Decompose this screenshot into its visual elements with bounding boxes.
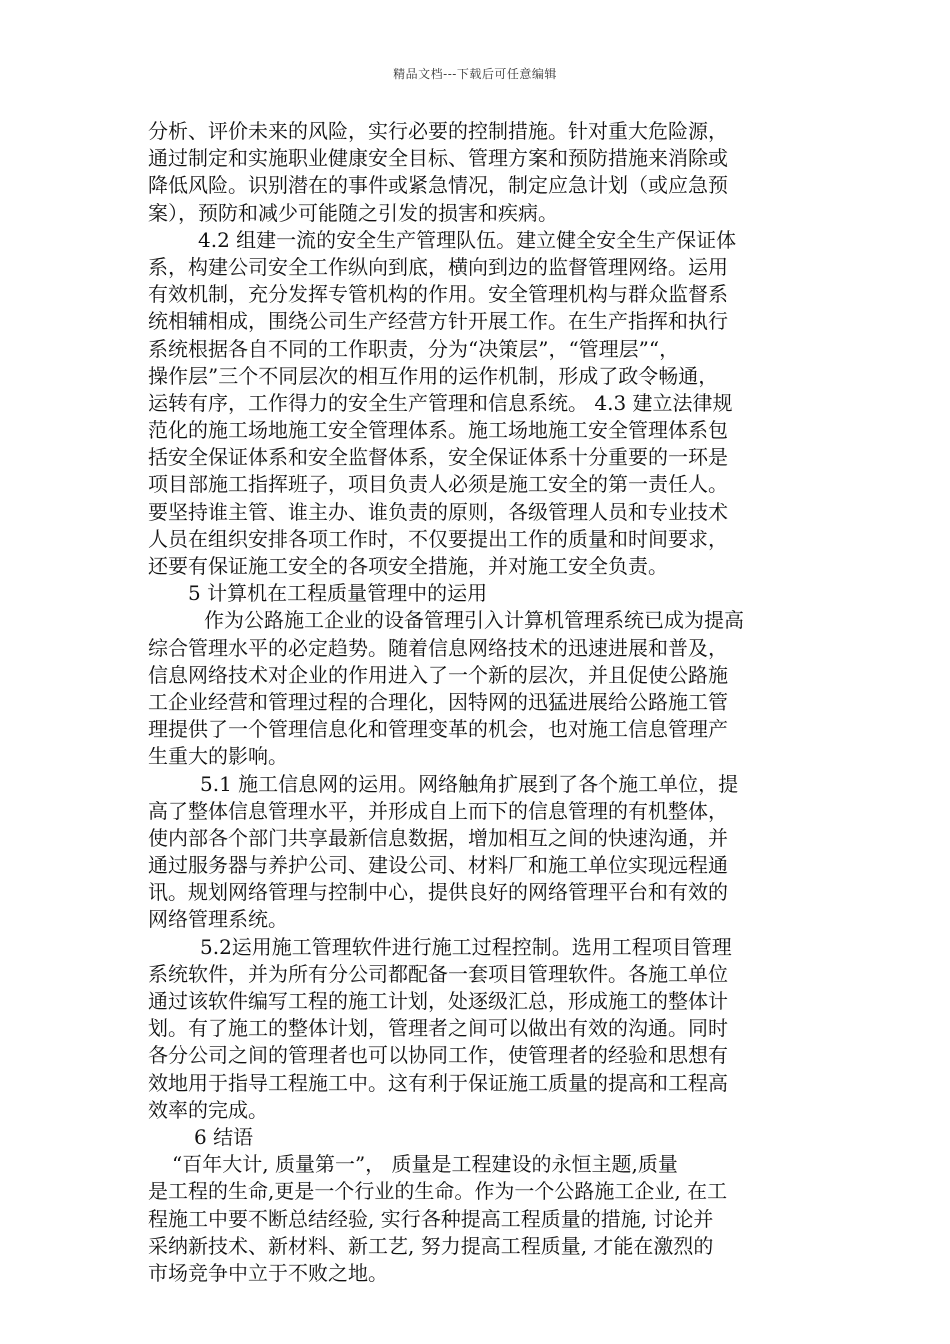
text-line: 5 计算机在工程质量管理中的运用 — [188, 581, 488, 606]
text-line: 通过该软件编写工程的施工计划，处逐级汇总，形成施工的整体计 — [148, 989, 728, 1013]
text-line: 项目部施工指挥班子，项目负责人必须是施工安全的第一责任人。 — [148, 472, 728, 497]
text-line: 分析、评价未来的风险，实行必要的控制措施。针对重大危险源， — [148, 119, 728, 143]
text-line: 通过服务器与养护公司、建设公司、材料厂和施工单位实现远程通 — [148, 853, 728, 878]
text-line: 括安全保证体系和安全监督体系，安全保证体系十分重要的一环是 — [148, 445, 728, 470]
text-line: 6 结语 — [194, 1124, 254, 1149]
text-line: 生重大的影响。 — [148, 744, 288, 769]
text-line: 通过制定和实施职业健康安全目标、管理方案和预防措施来消除或 — [148, 146, 728, 171]
text-line: 高了整体信息管理水平，并形成自上而下的信息管理的有机整体， — [148, 798, 728, 823]
text-line: 采纳新技术、新材料、新工艺, 努力提高工程质量, 才能在激烈的 — [148, 1233, 714, 1258]
text-line: 要坚持谁主管、谁主办、谁负责的原则，各级管理人员和专业技术 — [148, 499, 728, 524]
text-line: 系统根据各自不同的工作职责，分为“决策层”，“管理层”“， — [148, 336, 680, 361]
text-line: 程施工中要不断总结经验, 实行各种提高工程质量的措施, 讨论并 — [148, 1206, 714, 1231]
text-line: 划。有了施工的整体计划，管理者之间可以做出有效的沟通。同时 — [148, 1016, 728, 1041]
text-line: 系，构建公司安全工作纵向到底，横向到边的监督管理网络。运用 — [148, 254, 728, 279]
text-line: 理提供了一个管理信息化和管理变革的机会，也对施工信息管理产 — [148, 717, 728, 742]
text-line: 降低风险。识别潜在的事件或紧急情况，制定应急计划（或应急预 — [148, 173, 728, 198]
text-line: 系统软件，并为所有分公司都配备一套项目管理软件。各施工单位 — [148, 961, 728, 986]
text-line: 综合管理水平的必定趋势。随着信息网络技术的迅速进展和普及， — [148, 635, 728, 660]
text-line: 还要有保证施工安全的各项安全措施，并对施工安全负责。 — [148, 554, 668, 578]
text-line: 使内部各个部门共享最新信息数据，增加相互之间的快速沟通，并 — [148, 825, 728, 850]
text-line: 效率的完成。 — [148, 1097, 268, 1122]
text-line: 运转有序，工作得力的安全生产管理和信息系统。 4.3 建立法律规 — [148, 390, 733, 415]
text-line: “百年大计, 质量第一”， 质量是工程建设的永恒主题,质量 — [172, 1152, 678, 1177]
text-line: 范化的施工场地施工安全管理体系。施工场地施工安全管理体系包 — [148, 418, 728, 443]
text-line: 讯。规划网络管理与控制中心，提供良好的网络管理平台和有效的 — [148, 880, 728, 905]
text-line: 市场竞争中立于不败之地。 — [148, 1260, 388, 1285]
text-line: 5.2运用施工管理软件进行施工过程控制。选用工程项目管理 — [200, 934, 732, 959]
text-line: 工企业经营和管理过程的合理化，因特网的迅猛进展给公路施工管 — [148, 689, 728, 714]
text-line: 4.2 组建一流的安全生产管理队伍。建立健全安全生产保证体 — [198, 227, 737, 252]
text-line: 效地用于指导工程施工中。这有利于保证施工质量的提高和工程高 — [148, 1070, 728, 1095]
text-line: 信息网络技术对企业的作用进入了一个新的层次，并且促使公路施 — [148, 662, 728, 687]
text-line: 操作层”三个不同层次的相互作用的运作机制，形成了政令畅通， — [148, 363, 719, 388]
document-body — [148, 118, 808, 1287]
text-line: 作为公路施工企业的设备管理引入计算机管理系统已成为提高 — [204, 608, 744, 633]
page-header: 精品文档---下载后可任意编辑 — [393, 67, 557, 81]
text-line: 人员在组织安排各项工作时，不仅要提出工作的质量和时间要求， — [148, 526, 728, 551]
text-line: 是工程的生命,更是一个行业的生命。作为一个公路施工企业, 在工 — [148, 1179, 728, 1204]
text-line: 网络管理系统。 — [148, 907, 288, 932]
text-line: 有效机制，充分发挥专管机构的作用。安全管理机构与群众监督系 — [148, 282, 728, 307]
text-line: 5.1 施工信息网的运用。网络触角扩展到了各个施工单位，提 — [200, 771, 739, 796]
text-line: 各分公司之间的管理者也可以协同工作，使管理者的经验和思想有 — [148, 1043, 728, 1068]
text-line: 案），预防和减少可能随之引发的损害和疾病。 — [148, 200, 558, 225]
text-line: 统相辅相成，围绕公司生产经营方针开展工作。在生产指挥和执行 — [148, 309, 728, 334]
